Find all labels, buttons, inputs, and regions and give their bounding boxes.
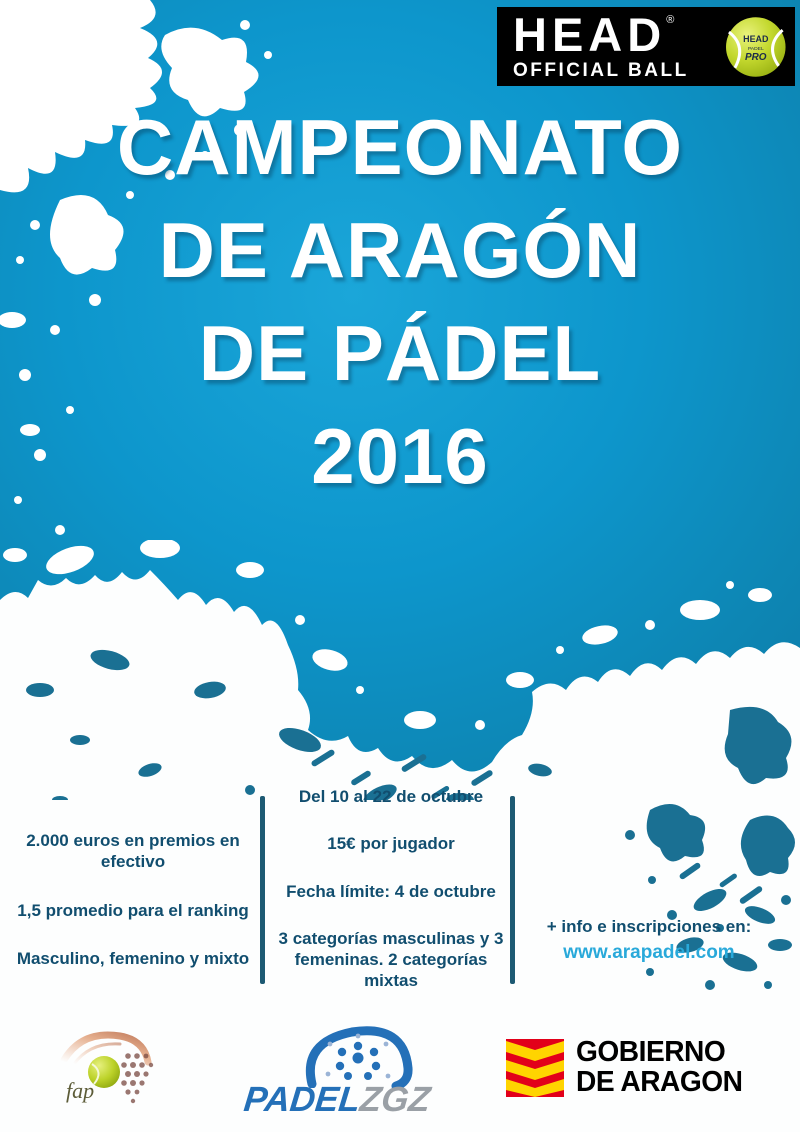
- info-dates: Del 10 al 22 de octubre: [298, 787, 484, 806]
- padelzgz-text-padel: PADEL: [241, 1080, 363, 1119]
- column-divider-left: [260, 796, 265, 984]
- gobierno-aragon-logo: [506, 1038, 748, 1097]
- title-line-4: 2016: [311, 412, 489, 500]
- padel-racket-icon: [300, 1026, 420, 1088]
- head-brand-text: HEAD: [513, 8, 667, 62]
- info-column-right: [522, 916, 776, 965]
- info-prizes: 2.000 euros en premios en efectivo: [26, 831, 240, 872]
- info-categories: 3 categorías masculinas y 3 femeninas. 2 categorías mixtas: [278, 928, 504, 991]
- info-ranking: 1,5 promedio para el ranking: [17, 900, 249, 920]
- padelzgz-text-zgz: ZGZ: [358, 1080, 433, 1119]
- info-price: 15€ por jugador: [327, 834, 455, 854]
- head-ball-line2: PADEL: [748, 46, 765, 52]
- title-line-3: DE PÁDEL: [198, 309, 602, 397]
- gobierno-text-line2: DE ARAGON: [576, 1065, 743, 1098]
- padelzgz-logo: [192, 1024, 482, 1124]
- gobierno-text-line1: GOBIERNO: [576, 1036, 726, 1068]
- fap-script-text: fap: [66, 1078, 95, 1103]
- title-line-1: CAMPEONATO: [116, 103, 684, 191]
- column-divider-right: [510, 796, 515, 984]
- info-deadline: Fecha límite: 4 de octubre: [286, 881, 496, 901]
- head-registered-mark: ®: [666, 14, 675, 27]
- arapadel-link[interactable]: www.arapadel.com: [563, 942, 735, 964]
- info-column-left: [8, 830, 258, 969]
- head-ball-line1: HEAD: [743, 33, 769, 44]
- title-line-2: DE ARAGÓN: [158, 206, 642, 294]
- aragon-flag-icon: [506, 1039, 564, 1097]
- head-ball-line3: PRO: [745, 51, 767, 63]
- head-official-ball-text: OFFICIAL BALL: [513, 59, 689, 81]
- info-modalities: Masculino, femenino y mixto: [16, 948, 250, 968]
- fap-federation-logo: [52, 1026, 167, 1116]
- info-column-middle: [272, 786, 510, 992]
- info-registration-label: + info e inscripciones en:: [546, 917, 752, 936]
